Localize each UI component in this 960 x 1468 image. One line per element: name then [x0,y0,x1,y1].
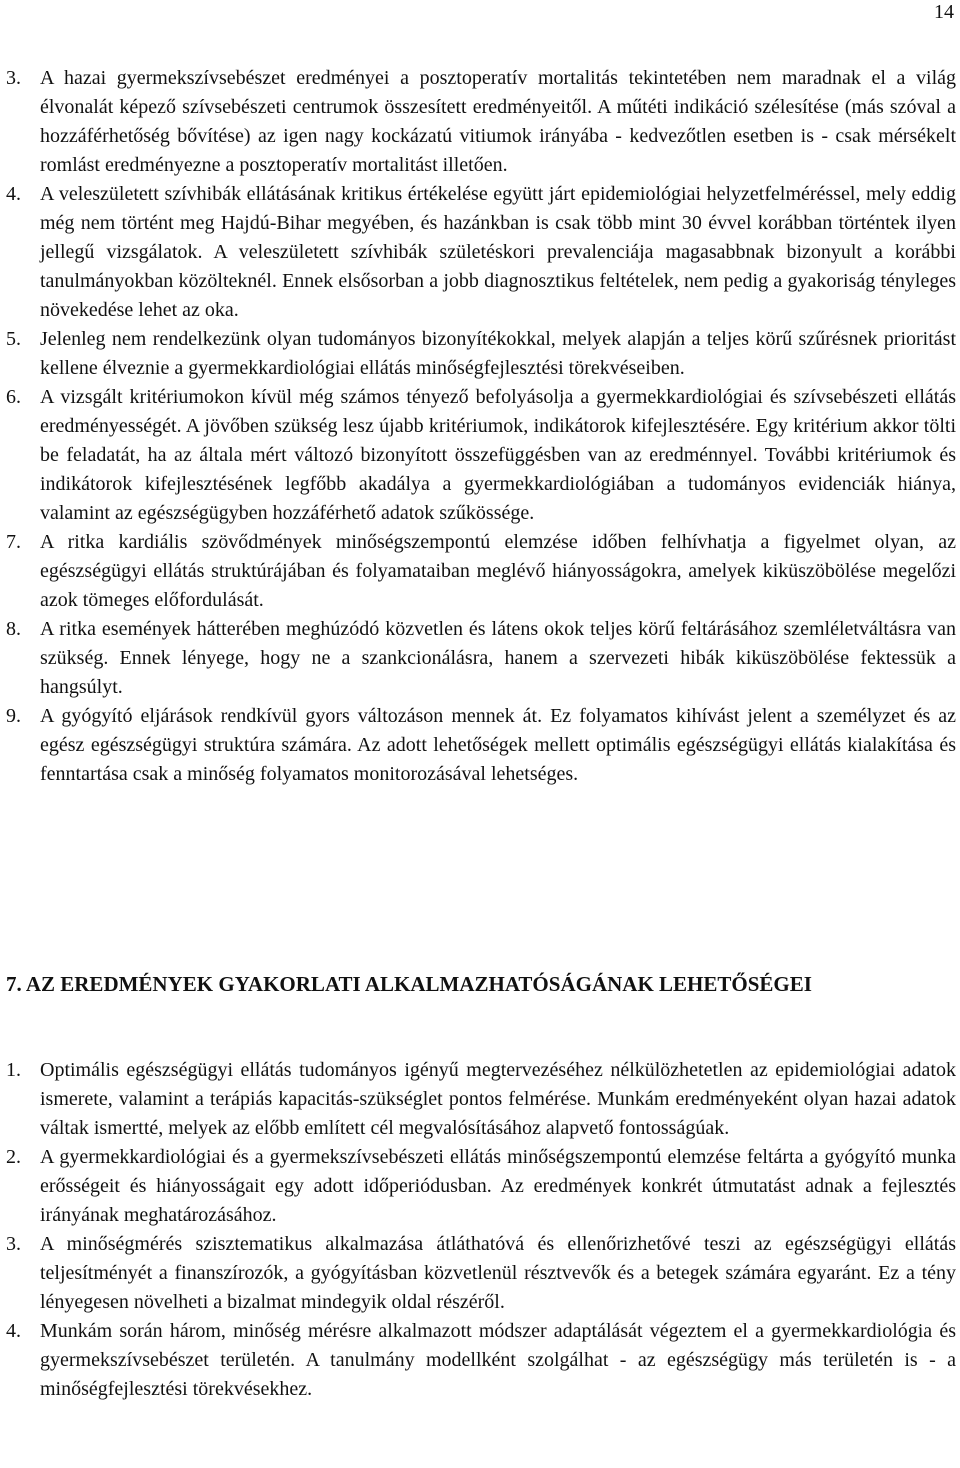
list-item [6,1230,956,1317]
list-item-number: 1. [6,1059,21,1081]
list-item-number: 3. [6,67,21,89]
list-item [6,180,956,325]
list-item-text: A gyermekkardiológiai és a gyermekszívsebészeti ellátás minőségszempontú elemzése feltárta a gyógyító munka erősségeit és hiányosságait egy adott időperiódusban. Az eredmények konkrét útmutatást adnak a fejlesztés irányának meghatározásához. [40,1146,956,1226]
list-item [6,1056,956,1143]
list-item-text: A ritka kardiális szövődmények minőségszempontú elemzése időben felhívhatja a figyelmet olyan, az egészségügyi ellátás struktúrájában és folyamataiban meglévő hiányosságokra, amelyek kiküszöbölése megelőzi azok tömeges előfordulását. [40,531,956,611]
list-item-number: 6. [6,386,21,408]
list-item-text: Jelenleg nem rendelkezünk olyan tudományos bizonyítékokkal, melyek alapján a teljes körű szűrésnek prioritást kellene élveznie a gyermekkardiológiai ellátás minőségfejlesztési törekvéseiben. [40,328,956,379]
applicability-list [6,1056,956,1404]
list-item-text: A veleszületett szívhibák ellátásának kritikus értékelése együtt járt epidemiológiai helyzetfelméréssel, mely eddig még nem történt meg Hajdú-Bihar megyében, és hazánkban is csak több mint 30 évvel korábban történtek ilyen jellegű vizsgálatok. A veleszületett szívhibák születéskori prevalenciája magasabbnak bizonyult a korábbi tanulmányokban közölteknél. Ennek elsősorban a jobb diagnosztikus feltételek, nem pedig a gyakoriság tényleges növekedése lehet az oka. [40,183,956,321]
list-item-text: A vizsgált kritériumokon kívül még számos tényező befolyásolja a gyermekkardiológiai és szívsebészeti ellátás eredményességét. A jövőben szükség lesz újabb kritériumok, indikátorok kifejlesztésére. Egy kritérium akkor tölti be feladatát, ha az általa mért változó bizonyított összefüggésben van az eredménnyel. További kritériumok és indikátorok kifejlesztésének legfőbb akadálya a gyermekkardiológiában a tudományos evidenciák hiánya, valamint az egészségügyben hozzáférhető adatok szűkössége. [40,386,956,524]
list-item-text: Munkám során három, minőség mérésre alkalmazott módszer adaptálását végeztem el a gyermekkardiológia és gyermekszívsebészet területén. A tanulmány modellként szolgálhat - az egészségügy más területén is - a minőségfejlesztési törekvésekhez. [40,1320,956,1400]
list-item [6,528,956,615]
list-item-number: 7. [6,531,21,553]
page-number: 14 [934,1,954,23]
list-item-number: 4. [6,1320,21,1342]
list-item-number: 4. [6,183,21,205]
list-item-number: 2. [6,1146,21,1168]
list-item-number: 8. [6,618,21,640]
list-item [6,325,956,383]
conclusions-list [6,64,956,789]
list-item-text: Optimális egészségügyi ellátás tudományos igényű megtervezéséhez nélkülözhetetlen az epidemiológiai adatok ismerete, valamint a terápiás kapacitás-szükséglet pontos felmérése. Munkám eredményeként olyan hazai adatok váltak ismertté, melyek az előbb említett cél megvalósításához alapvető fontosságúak. [40,1059,956,1139]
list-item-text: A gyógyító eljárások rendkívül gyors változáson mennek át. Ez folyamatos kihívást jelent a személyzet és az egész egészségügyi struktúra számára. Az adott lehetőségek mellett optimális egészségügyi ellátás kialakítása és fenntartása csak a minőség folyamatos monitorozásával lehetséges. [40,705,956,785]
list-item [6,383,956,528]
list-item [6,615,956,702]
list-item [6,1143,956,1230]
list-item-text: A ritka események hátterében meghúzódó közvetlen és látens okok teljes körű feltárásához szemléletváltásra van szükség. Ennek lényege, hogy ne a szankcionálásra, hanem a szervezeti hibák kiküszöbölése fektessük a hangsúlyt. [40,618,956,698]
list-item [6,64,956,180]
list-item [6,1317,956,1404]
list-item-number: 9. [6,705,21,727]
list-item-text: A minőségmérés szisztematikus alkalmazása átláthatóvá és ellenőrizhetővé teszi az egészségügyi ellátás teljesítményét a finanszírozók, a gyógyításban közvetlenül résztvevők és a betegek számára egyaránt. Ez a tény lényegesen növelheti a bizalmat mindegyik oldal részéről. [40,1233,956,1313]
list-item-number: 5. [6,328,21,350]
list-item-text: A hazai gyermekszívsebészet eredményei a posztoperatív mortalitás tekintetében nem maradnak el a világ élvonalát képező szívsebészeti centrumok összesített eredményeitől. A műtéti indikáció szélesítése (más szóval a hozzáférhetőség bővítése) az igen nagy kockázatú vitiumok irányába - kedvezőtlen esetben is - csak mérsékelt romlást eredményezne a posztoperatív mortalitást illetően. [40,67,956,176]
list-item [6,702,956,789]
list-item-number: 3. [6,1233,21,1255]
section-heading: 7. AZ EREDMÉNYEK GYAKORLATI ALKALMAZHATÓSÁGÁNAK LEHETŐSÉGEI [6,972,812,996]
